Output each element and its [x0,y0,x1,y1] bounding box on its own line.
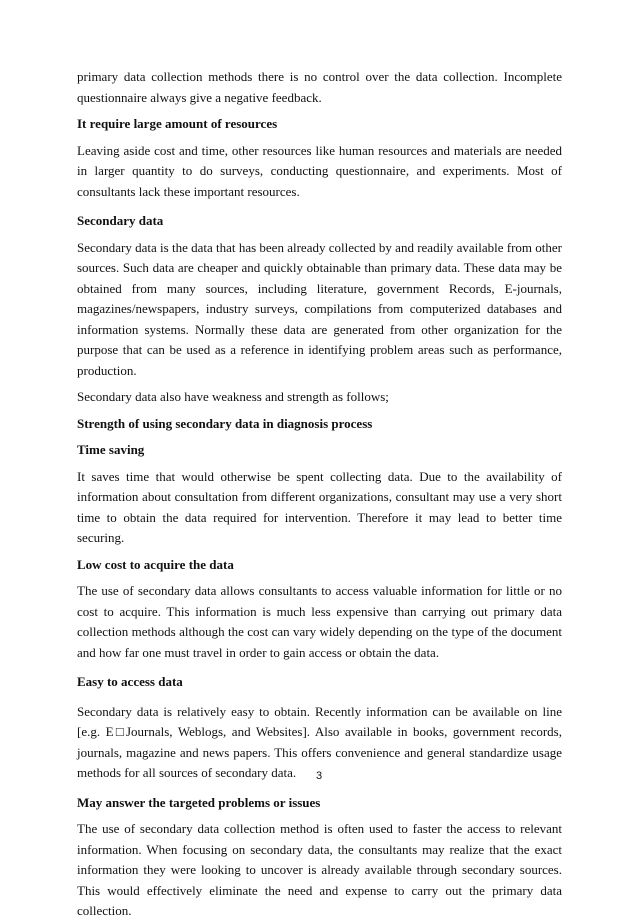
page-number: 3 [315,770,323,782]
paragraph: Secondary data is relatively easy to obtain. Recently information can be available on line [e.g. E□Journals, Weblogs, and Websites]. Also available in books, government records, journals, magazine and news papers. This offers convenience and general standardize usage methods for all sources of secondary data. [77,703,562,780]
paragraph: Secondary data also have weakness and strength as follows; [77,389,389,404]
section-heading: Low cost to acquire the data [77,556,234,572]
paragraph: The use of secondary data allows consultants to access valuable information for little or no cost to acquire. This information is much less expensive than carrying out primary data collection methods although the cost can vary widely depending on the type of the document and how far one must travel in order to gain access or obtain the data. [77,583,562,660]
paragraph: It saves time that would otherwise be spent collecting data. Due to the availability of information about consultation from different organizations, consultant may use a very short time to obtain the data required for intervention. Therefore it may lead to better time securing. [77,468,562,545]
paragraph: primary data collection methods there is no control over the data collection. Incomplete questionnaire always give a negative feedback. [77,69,562,105]
section-heading: Secondary data [77,213,164,228]
section-heading: May answer the targeted problems or issues [77,794,321,810]
section-heading: Strength of using secondary data in diagnosis process [77,415,373,431]
section-heading: Time saving [77,442,145,457]
paragraph: Secondary data is the data that has been already collected by and readily available from other sources. Such data are cheaper and quickly obtainable than primary data. These data may be obtained from many sources, including literature, government Records, E-journals, magazines/newspapers, industry surveys, compilations from computerized databases and information systems. Normally these data are generated from other organization for the purpose that can be used as a reference in identifying problem areas such as performance, production. [77,239,562,378]
paragraph: Leaving aside cost and time, other resources like human resources and materials are needed in larger quantity to do surveys, conducting questionnaire, and experiments. Most of consultants lack these important resources. [77,142,562,199]
page-content [77,67,562,922]
paragraph: The use of secondary data collection method is often used to faster the access to relevant information. When focusing on secondary data, the consultants may realize that the exact information they were looking to uncover is already available through secondary sources. This would effectively eliminate the need and expense to carry out the primary data collection. [77,821,562,918]
section-heading: It require large amount of resources [77,116,278,131]
section-heading: Easy to access data [77,674,183,689]
